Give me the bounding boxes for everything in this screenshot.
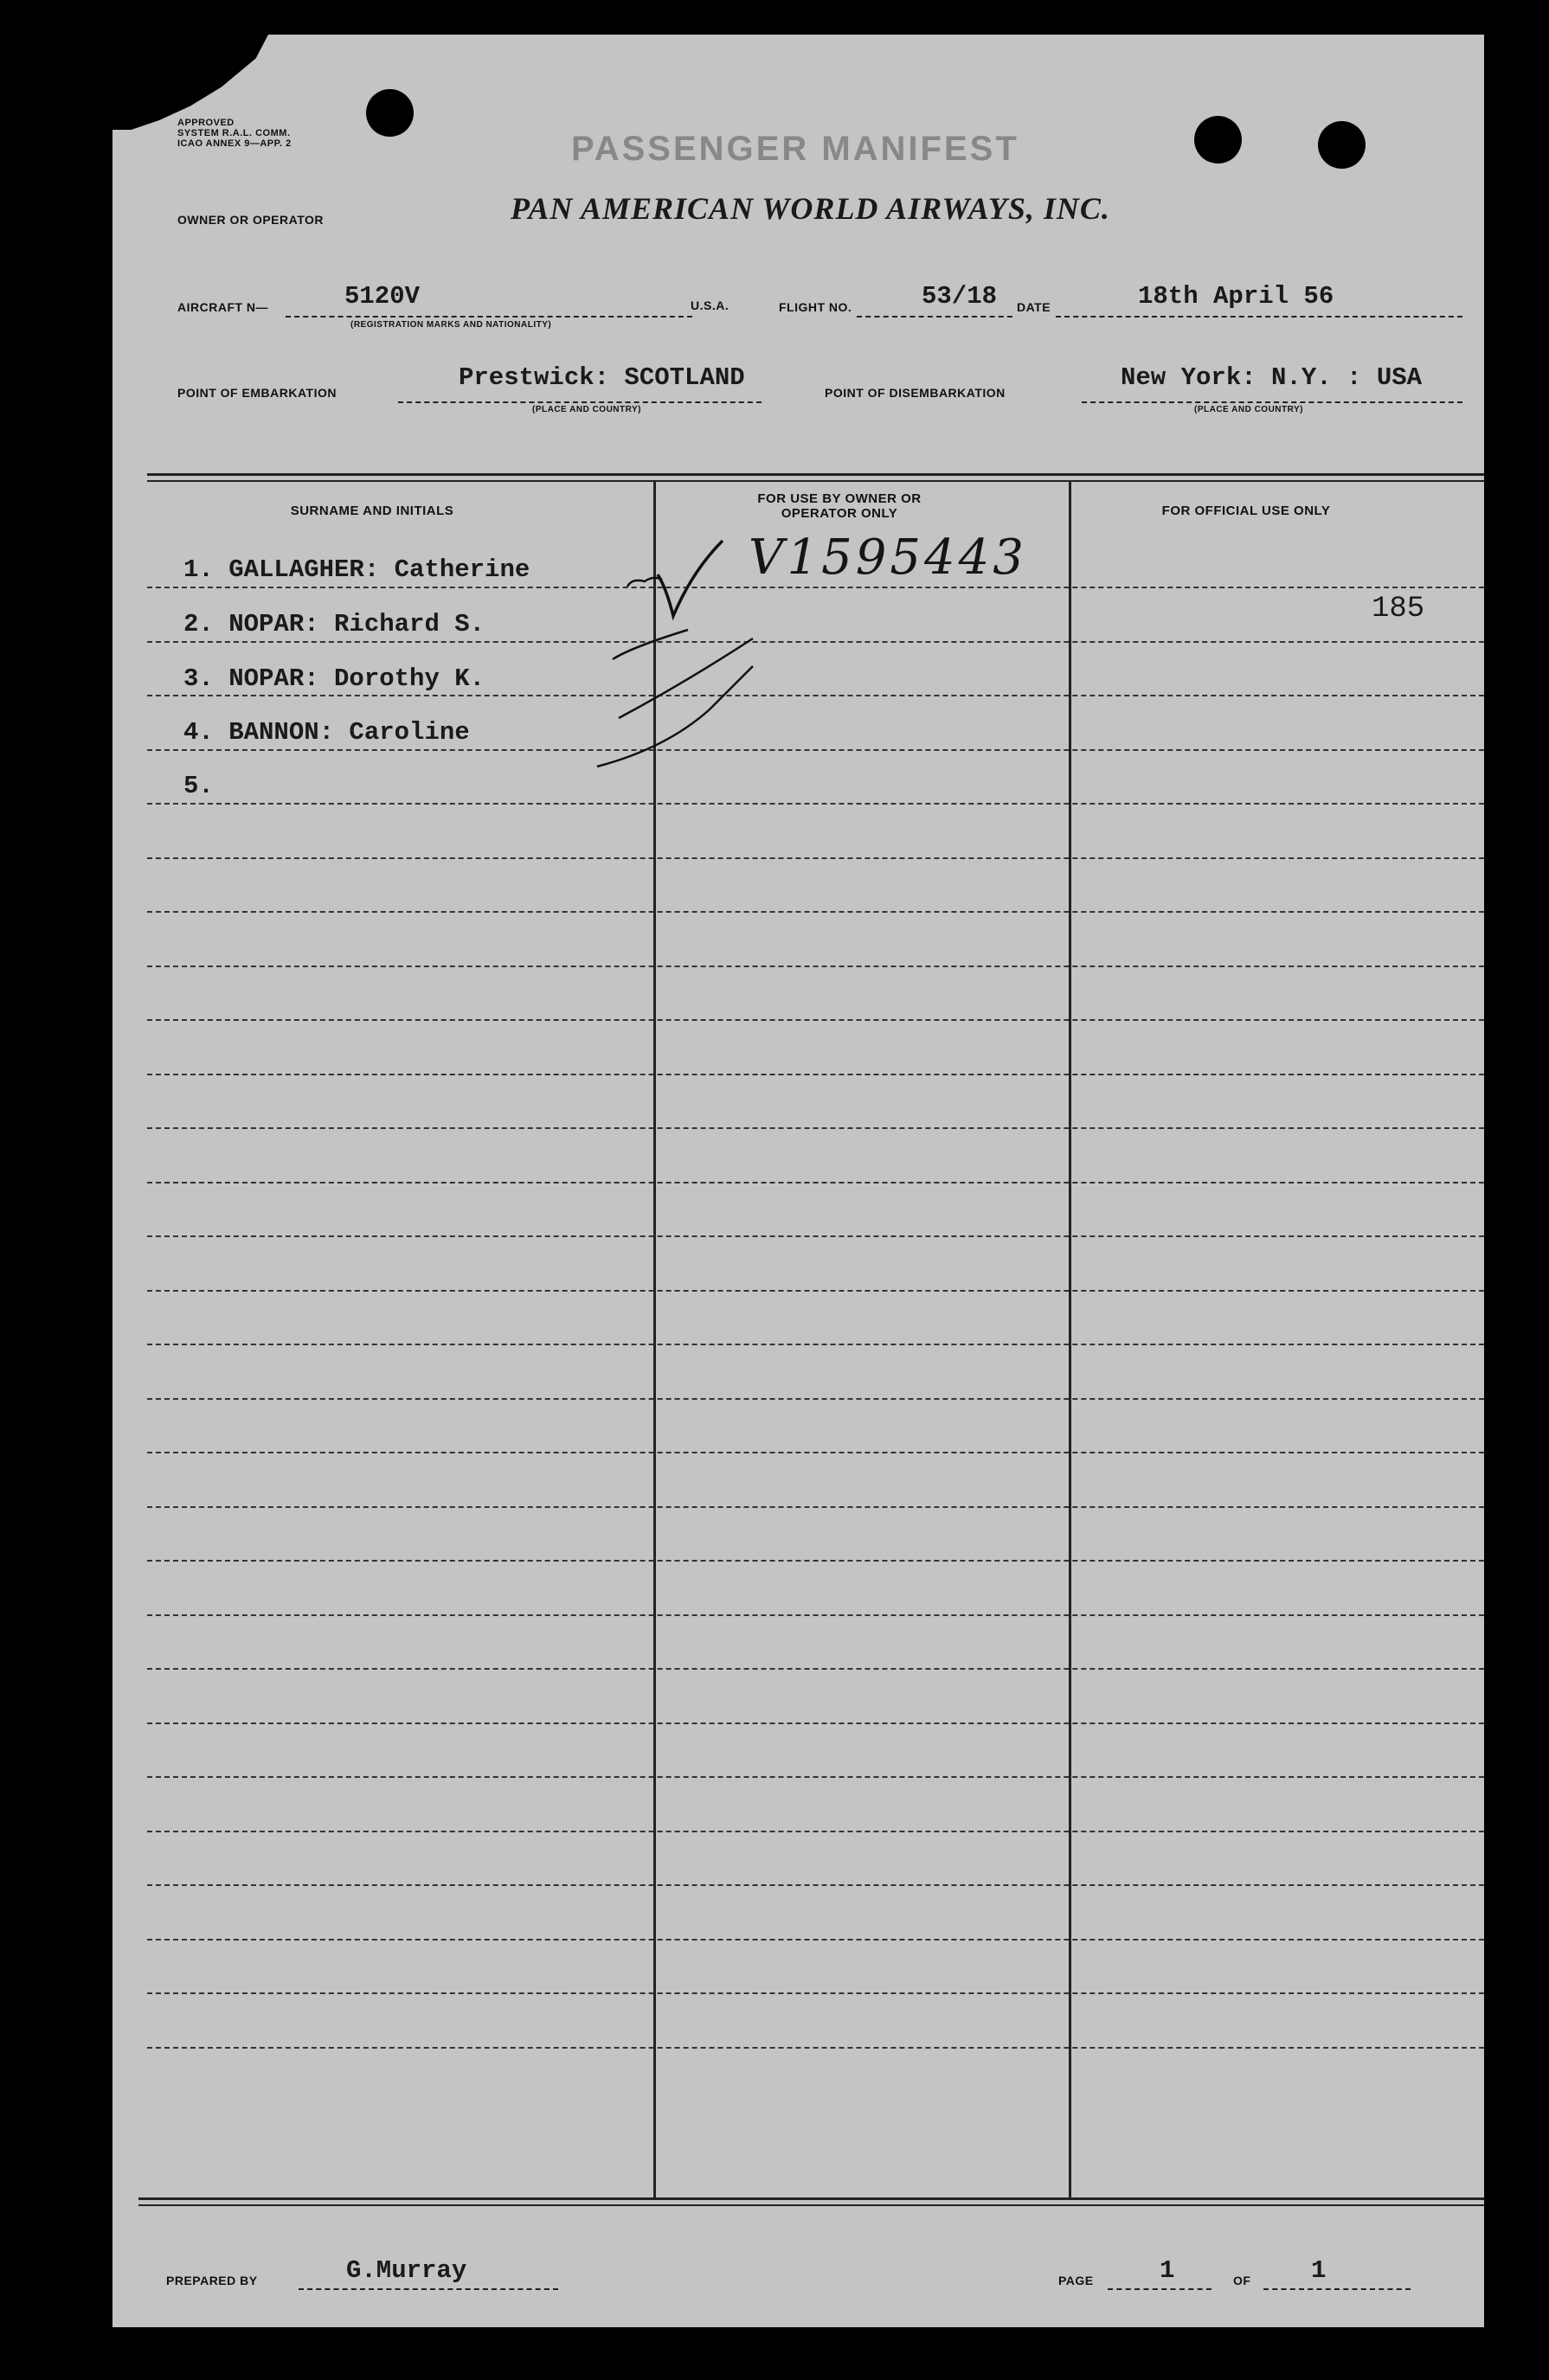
ruled-line — [147, 1019, 1484, 1021]
passenger-row: 3. NOPAR: Dorothy K. — [183, 664, 485, 693]
ruled-line — [147, 911, 1484, 913]
page-label: PAGE — [1058, 2274, 1094, 2287]
ruled-line — [147, 1668, 1484, 1670]
ruled-line — [147, 1235, 1484, 1237]
ruled-line — [147, 1992, 1484, 1994]
flight-line — [857, 316, 1012, 318]
passenger-row: 5. — [183, 772, 214, 800]
aircraft-value: 5120V — [344, 282, 421, 311]
handwritten-number: V1595443 — [749, 529, 1027, 586]
of-line — [1263, 2288, 1411, 2290]
flight-label: FLIGHT NO. — [779, 300, 852, 314]
owner-label: OWNER OR OPERATOR — [177, 213, 324, 227]
scribble-mark — [627, 578, 662, 587]
of-value: 1 — [1311, 2256, 1327, 2285]
manifest-sheet — [112, 35, 1484, 2327]
page-value: 1 — [1160, 2256, 1175, 2285]
table-top-rule — [147, 473, 1484, 476]
of-label: OF — [1233, 2274, 1251, 2287]
check-mark — [658, 541, 723, 616]
date-line — [1056, 316, 1462, 318]
ruled-line — [147, 1127, 1484, 1129]
ruled-line — [147, 1290, 1484, 1292]
aircraft-line — [286, 316, 692, 318]
ruled-line — [147, 1831, 1484, 1832]
date-value: 18th April 56 — [1138, 282, 1334, 311]
table-top-rule — [147, 480, 1484, 482]
disembark-value: New York: N.Y. : USA — [1121, 363, 1423, 392]
column-header-official-use: FOR OFFICIAL USE ONLY — [1161, 504, 1331, 518]
ruled-line — [147, 1506, 1484, 1508]
disembark-label: POINT OF DISEMBARKATION — [825, 386, 1006, 400]
official-note: 185 — [1372, 593, 1425, 625]
prepared-by-value: G.Murray — [346, 2256, 467, 2285]
embark-sublabel: (PLACE AND COUNTRY) — [532, 405, 641, 414]
check-mark — [619, 638, 753, 718]
table-bottom-rule — [138, 2204, 1484, 2206]
ruled-line — [147, 1344, 1484, 1345]
form-title: PASSENGER MANIFEST — [571, 130, 1019, 168]
ruled-line — [147, 1074, 1484, 1075]
ruled-line — [147, 1884, 1484, 1886]
page-line — [1108, 2288, 1212, 2290]
punch-hole — [366, 89, 414, 137]
embark-line — [398, 401, 762, 403]
ruled-line — [147, 857, 1484, 859]
ruled-line — [147, 965, 1484, 967]
passenger-row: 4. BANNON: Caroline — [183, 718, 470, 747]
ruled-line — [147, 1182, 1484, 1184]
torn-corner — [112, 35, 268, 130]
usa-label: U.S.A. — [691, 298, 730, 312]
table-bottom-rule — [138, 2197, 1484, 2200]
passenger-row: 2. NOPAR: Richard S. — [183, 610, 485, 638]
ruled-line — [147, 1560, 1484, 1562]
ruled-line — [147, 2047, 1484, 2049]
ruled-line — [147, 1398, 1484, 1400]
embark-value: Prestwick: SCOTLAND — [459, 363, 745, 392]
approval-text: APPROVED SYSTEM R.A.L. COMM. ICAO ANNEX 9—APP. 2 — [177, 118, 292, 149]
punch-hole — [1318, 121, 1366, 169]
disembark-line — [1082, 401, 1462, 403]
ruled-line — [147, 1776, 1484, 1778]
date-label: DATE — [1017, 300, 1051, 314]
column-header-owner-use: FOR USE BY OWNER OR OPERATOR ONLY — [757, 491, 922, 521]
embark-label: POINT OF EMBARKATION — [177, 386, 337, 400]
ruled-line — [147, 1939, 1484, 1941]
ruled-line — [147, 803, 1484, 805]
prepared-by-label: PREPARED BY — [166, 2274, 258, 2287]
passenger-row: 1. GALLAGHER: Catherine — [183, 555, 530, 584]
aircraft-sublabel: (REGISTRATION MARKS AND NATIONALITY) — [350, 320, 552, 330]
prepared-by-line — [299, 2288, 558, 2290]
ruled-line — [147, 1722, 1484, 1724]
aircraft-label: AIRCRAFT N— — [177, 300, 269, 314]
flight-value: 53/18 — [922, 282, 998, 311]
ruled-line — [147, 1614, 1484, 1616]
column-header-surname: SURNAME AND INITIALS — [290, 504, 454, 518]
operator-name: PAN AMERICAN WORLD AIRWAYS, INC. — [511, 191, 1110, 226]
punch-hole — [1194, 116, 1242, 164]
ruled-line — [147, 1452, 1484, 1453]
check-mark — [613, 630, 688, 659]
disembark-sublabel: (PLACE AND COUNTRY) — [1194, 405, 1303, 414]
